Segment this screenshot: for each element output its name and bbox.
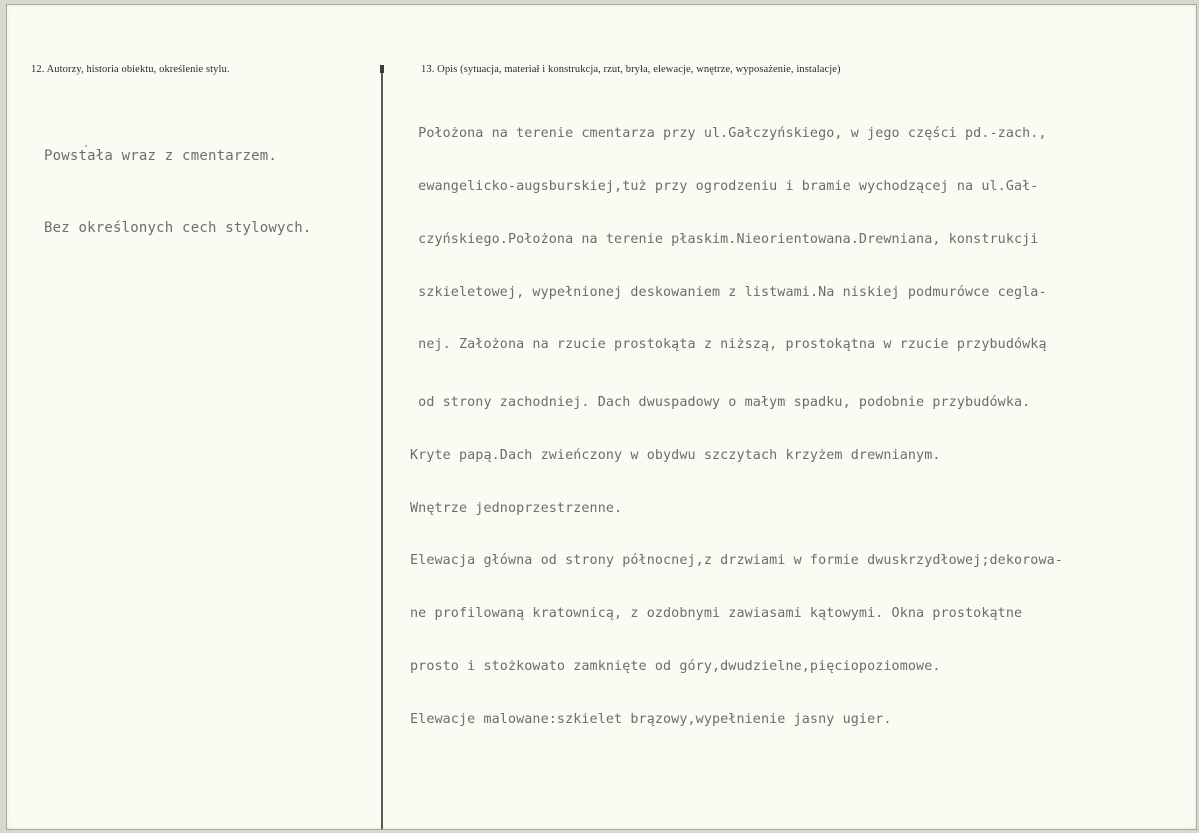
field-13-line: ewangelicko-augsburskiej,tuż przy ogrodzeniu i bramie wychodzącej na ul.Gał- bbox=[410, 178, 1039, 194]
field-13-line: nej. Założona na rzucie prostokąta z niższą, prostokątna w rzucie przybudówką bbox=[410, 337, 1047, 353]
field-12-typed-text bbox=[44, 96, 312, 288]
field-13-line: Kryte papą.Dach zwieńczony w obydwu szczytach krzyżem drewnianym. bbox=[410, 447, 941, 463]
field-13-line: prosto i stożkowato zamknięte od góry,dwudzielne,pięciopoziomowe. bbox=[410, 659, 941, 674]
field-13-typed-text bbox=[410, 90, 1063, 764]
field-13-line: czyńskiego.Położona na terenie płaskim.Nieorientowana.Drewniana, konstrukcji bbox=[410, 231, 1039, 247]
field-12-label: 12. Autorzy, historia obiektu, określenie stylu. bbox=[31, 64, 230, 75]
field-13-line: Elewacje malowane:szkielet brązowy,wypełnienie jasny ugier. bbox=[410, 711, 892, 727]
field-13-line: Elewacja główna od strony północnej,z drzwiami w formie dwuskrzydłowej;dekorowa- bbox=[410, 553, 1063, 569]
field-13-line: od strony zachodniej. Dach dwuspadowy o małym spadku, podobnie przybudówka. bbox=[410, 395, 1031, 411]
field-13-line: Położona na terenie cmentarza przy ul.Gałczyńskiego, w jego części pd.-zach., bbox=[410, 126, 1047, 142]
paper-speck bbox=[85, 145, 87, 147]
field-13-label: 13. Opis (sytuacja, materiał i konstrukcja, rzut, bryła, elewacje, wnętrze, wyposażenie, instalacje) bbox=[421, 64, 841, 75]
column-divider bbox=[381, 65, 383, 829]
divider-tick bbox=[380, 65, 384, 73]
field-13-line: ne profilowaną kratownicą, z ozdobnymi zawiasami kątowymi. Okna prostokątne bbox=[410, 606, 1023, 622]
inventory-card bbox=[6, 4, 1197, 830]
field-12-line: Bez określonych cech stylowych. bbox=[44, 220, 312, 236]
field-13-line: Wnętrze jednoprzestrzenne. bbox=[410, 500, 623, 516]
field-13-line: szkieletowej, wypełnionej deskowaniem z listwami.Na niskiej podmurówce cegla- bbox=[410, 284, 1047, 300]
field-12-line: Powstała wraz z cmentarzem. bbox=[44, 148, 277, 164]
